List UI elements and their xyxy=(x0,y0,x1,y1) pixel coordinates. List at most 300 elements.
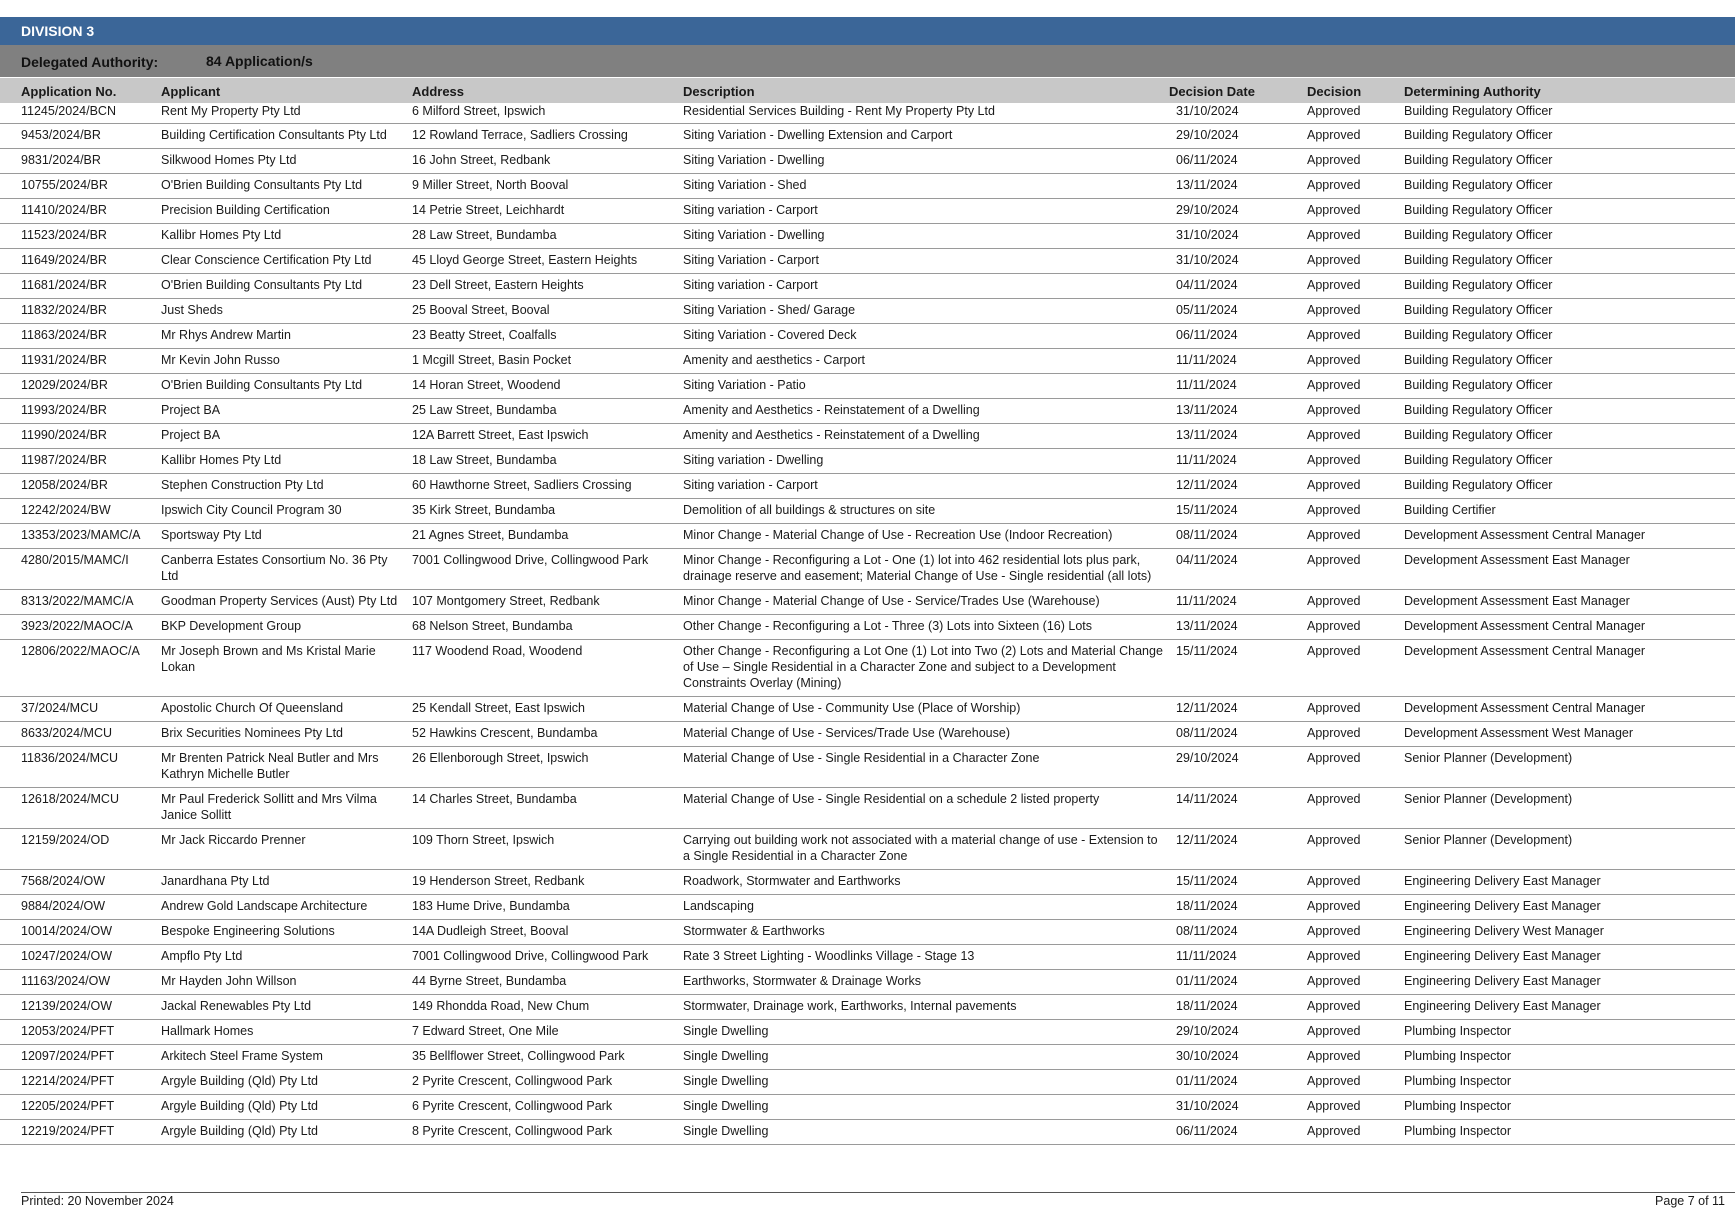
cell-determining-authority: Development Assessment Central Manager xyxy=(1404,697,1735,722)
cell-applicant: O'Brien Building Consultants Pty Ltd xyxy=(161,374,412,399)
cell-decision: Approved xyxy=(1307,1120,1404,1145)
authority-bar xyxy=(0,45,1735,77)
cell-decision-date: 31/10/2024 xyxy=(1169,1095,1307,1120)
cell-decision-date: 15/11/2024 xyxy=(1169,640,1307,697)
cell-determining-authority: Engineering Delivery East Manager xyxy=(1404,995,1735,1020)
cell-determining-authority: Building Regulatory Officer xyxy=(1404,324,1735,349)
cell-determining-authority: Building Regulatory Officer xyxy=(1404,274,1735,299)
cell-address: 14 Charles Street, Bundamba xyxy=(412,788,683,829)
cell-determining-authority: Development Assessment East Manager xyxy=(1404,590,1735,615)
cell-application-no: 12097/2024/PFT xyxy=(0,1045,161,1070)
cell-applicant: Brix Securities Nominees Pty Ltd xyxy=(161,722,412,747)
table-row xyxy=(0,474,1735,499)
cell-description: Amenity and aesthetics - Carport xyxy=(683,349,1169,374)
table-row xyxy=(0,349,1735,374)
table-row xyxy=(0,995,1735,1020)
col-application-no: Application No. xyxy=(0,78,161,103)
cell-application-no: 12219/2024/PFT xyxy=(0,1120,161,1145)
cell-decision: Approved xyxy=(1307,590,1404,615)
cell-application-no: 11523/2024/BR xyxy=(0,224,161,249)
cell-decision: Approved xyxy=(1307,788,1404,829)
cell-address: 2 Pyrite Crescent, Collingwood Park xyxy=(412,1070,683,1095)
cell-address: 25 Booval Street, Booval xyxy=(412,299,683,324)
cell-applicant: Just Sheds xyxy=(161,299,412,324)
cell-decision: Approved xyxy=(1307,424,1404,449)
cell-decision: Approved xyxy=(1307,697,1404,722)
cell-decision: Approved xyxy=(1307,224,1404,249)
cell-determining-authority: Plumbing Inspector xyxy=(1404,1070,1735,1095)
cell-application-no: 12159/2024/OD xyxy=(0,829,161,870)
col-address: Address xyxy=(412,78,683,103)
table-row xyxy=(0,324,1735,349)
cell-applicant: Rent My Property Pty Ltd xyxy=(161,103,412,124)
cell-description: Other Change - Reconfiguring a Lot One (1) Lot into Two (2) Lots and Material Change of Use – Single Residential in a Character Zone and subject to a Development Constraints Overlay (Mining) xyxy=(683,640,1169,697)
table-row xyxy=(0,1070,1735,1095)
cell-description: Stormwater, Drainage work, Earthworks, Internal pavements xyxy=(683,995,1169,1020)
cell-decision-date: 31/10/2024 xyxy=(1169,249,1307,274)
cell-determining-authority: Building Regulatory Officer xyxy=(1404,174,1735,199)
cell-application-no: 7568/2024/OW xyxy=(0,870,161,895)
cell-applicant: Sportsway Pty Ltd xyxy=(161,524,412,549)
cell-decision: Approved xyxy=(1307,615,1404,640)
cell-decision: Approved xyxy=(1307,995,1404,1020)
cell-application-no: 12618/2024/MCU xyxy=(0,788,161,829)
cell-address: 18 Law Street, Bundamba xyxy=(412,449,683,474)
cell-description: Single Dwelling xyxy=(683,1045,1169,1070)
cell-decision-date: 18/11/2024 xyxy=(1169,895,1307,920)
cell-decision-date: 11/11/2024 xyxy=(1169,374,1307,399)
cell-description: Material Change of Use - Services/Trade Use (Warehouse) xyxy=(683,722,1169,747)
cell-decision: Approved xyxy=(1307,640,1404,697)
cell-decision: Approved xyxy=(1307,274,1404,299)
cell-decision-date: 29/10/2024 xyxy=(1169,199,1307,224)
table-row xyxy=(0,274,1735,299)
cell-application-no: 8633/2024/MCU xyxy=(0,722,161,747)
cell-description: Stormwater & Earthworks xyxy=(683,920,1169,945)
cell-address: 7 Edward Street, One Mile xyxy=(412,1020,683,1045)
cell-address: 44 Byrne Street, Bundamba xyxy=(412,970,683,995)
col-decision: Decision xyxy=(1307,78,1404,103)
col-description: Description xyxy=(683,78,1169,103)
cell-decision-date: 15/11/2024 xyxy=(1169,870,1307,895)
cell-decision: Approved xyxy=(1307,399,1404,424)
cell-description: Material Change of Use - Single Residential on a schedule 2 listed property xyxy=(683,788,1169,829)
cell-address: 9 Miller Street, North Booval xyxy=(412,174,683,199)
cell-application-no: 12806/2022/MAOC/A xyxy=(0,640,161,697)
cell-applicant: Ampflo Pty Ltd xyxy=(161,945,412,970)
cell-decision: Approved xyxy=(1307,374,1404,399)
cell-address: 35 Kirk Street, Bundamba xyxy=(412,499,683,524)
page-number: Page 7 of 11 xyxy=(1655,1194,1725,1208)
cell-determining-authority: Building Regulatory Officer xyxy=(1404,374,1735,399)
cell-determining-authority: Building Regulatory Officer xyxy=(1404,424,1735,449)
cell-application-no: 11931/2024/BR xyxy=(0,349,161,374)
cell-applicant: Bespoke Engineering Solutions xyxy=(161,920,412,945)
cell-applicant: Kallibr Homes Pty Ltd xyxy=(161,224,412,249)
table-row xyxy=(0,249,1735,274)
cell-determining-authority: Development Assessment West Manager xyxy=(1404,722,1735,747)
cell-address: 14 Petrie Street, Leichhardt xyxy=(412,199,683,224)
cell-application-no: 3923/2022/MAOC/A xyxy=(0,615,161,640)
cell-application-no: 12205/2024/PFT xyxy=(0,1095,161,1120)
cell-description: Siting variation - Dwelling xyxy=(683,449,1169,474)
cell-application-no: 11681/2024/BR xyxy=(0,274,161,299)
cell-application-no: 10014/2024/OW xyxy=(0,920,161,945)
cell-application-no: 10755/2024/BR xyxy=(0,174,161,199)
cell-application-no: 11863/2024/BR xyxy=(0,324,161,349)
cell-application-no: 11836/2024/MCU xyxy=(0,747,161,788)
cell-description: Roadwork, Stormwater and Earthworks xyxy=(683,870,1169,895)
cell-applicant: Mr Brenten Patrick Neal Butler and Mrs Kathryn Michelle Butler xyxy=(161,747,412,788)
table-row xyxy=(0,424,1735,449)
cell-applicant: Argyle Building (Qld) Pty Ltd xyxy=(161,1095,412,1120)
cell-determining-authority: Senior Planner (Development) xyxy=(1404,788,1735,829)
cell-decision: Approved xyxy=(1307,1045,1404,1070)
cell-decision-date: 11/11/2024 xyxy=(1169,349,1307,374)
cell-decision-date: 13/11/2024 xyxy=(1169,399,1307,424)
cell-application-no: 11410/2024/BR xyxy=(0,199,161,224)
cell-decision: Approved xyxy=(1307,474,1404,499)
cell-applicant: Project BA xyxy=(161,399,412,424)
cell-application-no: 11245/2024/BCN xyxy=(0,103,161,124)
cell-address: 107 Montgomery Street, Redbank xyxy=(412,590,683,615)
cell-determining-authority: Development Assessment Central Manager xyxy=(1404,524,1735,549)
cell-applicant: Project BA xyxy=(161,424,412,449)
cell-decision-date: 11/11/2024 xyxy=(1169,945,1307,970)
cell-decision: Approved xyxy=(1307,299,1404,324)
table-row xyxy=(0,449,1735,474)
cell-application-no: 9453/2024/BR xyxy=(0,124,161,149)
table-row xyxy=(0,945,1735,970)
cell-application-no: 12214/2024/PFT xyxy=(0,1070,161,1095)
cell-address: 16 John Street, Redbank xyxy=(412,149,683,174)
cell-description: Amenity and Aesthetics - Reinstatement of a Dwelling xyxy=(683,424,1169,449)
cell-applicant: Ipswich City Council Program 30 xyxy=(161,499,412,524)
cell-determining-authority: Building Regulatory Officer xyxy=(1404,299,1735,324)
cell-decision: Approved xyxy=(1307,499,1404,524)
cell-decision-date: 04/11/2024 xyxy=(1169,549,1307,590)
cell-decision-date: 29/10/2024 xyxy=(1169,1020,1307,1045)
cell-description: Landscaping xyxy=(683,895,1169,920)
cell-determining-authority: Plumbing Inspector xyxy=(1404,1020,1735,1045)
cell-address: 12A Barrett Street, East Ipswich xyxy=(412,424,683,449)
table-row xyxy=(0,1120,1735,1145)
cell-address: 8 Pyrite Crescent, Collingwood Park xyxy=(412,1120,683,1145)
cell-address: 14 Horan Street, Woodend xyxy=(412,374,683,399)
cell-address: 23 Dell Street, Eastern Heights xyxy=(412,274,683,299)
table-row xyxy=(0,640,1735,697)
cell-applicant: Precision Building Certification xyxy=(161,199,412,224)
table-row xyxy=(0,895,1735,920)
cell-description: Siting Variation - Covered Deck xyxy=(683,324,1169,349)
table-row xyxy=(0,697,1735,722)
cell-determining-authority: Building Regulatory Officer xyxy=(1404,103,1735,124)
cell-description: Siting Variation - Patio xyxy=(683,374,1169,399)
cell-decision-date: 04/11/2024 xyxy=(1169,274,1307,299)
cell-application-no: 9884/2024/OW xyxy=(0,895,161,920)
cell-address: 25 Kendall Street, East Ipswich xyxy=(412,697,683,722)
cell-applicant: Stephen Construction Pty Ltd xyxy=(161,474,412,499)
cell-description: Siting variation - Carport xyxy=(683,274,1169,299)
cell-decision: Approved xyxy=(1307,1095,1404,1120)
table-row xyxy=(0,1045,1735,1070)
cell-description: Single Dwelling xyxy=(683,1120,1169,1145)
cell-description: Siting variation - Carport xyxy=(683,199,1169,224)
cell-applicant: O'Brien Building Consultants Pty Ltd xyxy=(161,174,412,199)
cell-decision-date: 31/10/2024 xyxy=(1169,103,1307,124)
table-row xyxy=(0,174,1735,199)
cell-determining-authority: Building Regulatory Officer xyxy=(1404,249,1735,274)
cell-determining-authority: Engineering Delivery East Manager xyxy=(1404,970,1735,995)
cell-decision: Approved xyxy=(1307,920,1404,945)
cell-application-no: 12053/2024/PFT xyxy=(0,1020,161,1045)
cell-address: 7001 Collingwood Drive, Collingwood Park xyxy=(412,945,683,970)
cell-applicant: Kallibr Homes Pty Ltd xyxy=(161,449,412,474)
cell-decision-date: 18/11/2024 xyxy=(1169,995,1307,1020)
cell-determining-authority: Plumbing Inspector xyxy=(1404,1120,1735,1145)
cell-address: 14A Dudleigh Street, Booval xyxy=(412,920,683,945)
cell-applicant: Mr Hayden John Willson xyxy=(161,970,412,995)
cell-application-no: 11649/2024/BR xyxy=(0,249,161,274)
cell-decision: Approved xyxy=(1307,174,1404,199)
cell-decision-date: 14/11/2024 xyxy=(1169,788,1307,829)
table-row xyxy=(0,829,1735,870)
cell-applicant: Mr Paul Frederick Sollitt and Mrs Vilma Janice Sollitt xyxy=(161,788,412,829)
cell-applicant: Janardhana Pty Ltd xyxy=(161,870,412,895)
cell-description: Single Dwelling xyxy=(683,1070,1169,1095)
cell-decision: Approved xyxy=(1307,249,1404,274)
cell-determining-authority: Plumbing Inspector xyxy=(1404,1045,1735,1070)
table-row xyxy=(0,524,1735,549)
cell-decision-date: 01/11/2024 xyxy=(1169,1070,1307,1095)
cell-address: 45 Lloyd George Street, Eastern Heights xyxy=(412,249,683,274)
cell-application-no: 8313/2022/MAMC/A xyxy=(0,590,161,615)
cell-applicant: Mr Rhys Andrew Martin xyxy=(161,324,412,349)
cell-decision: Approved xyxy=(1307,149,1404,174)
table-header-row xyxy=(0,78,1735,103)
cell-applicant: Arkitech Steel Frame System xyxy=(161,1045,412,1070)
cell-application-no: 12139/2024/OW xyxy=(0,995,161,1020)
cell-decision-date: 12/11/2024 xyxy=(1169,474,1307,499)
cell-decision-date: 30/10/2024 xyxy=(1169,1045,1307,1070)
cell-address: 28 Law Street, Bundamba xyxy=(412,224,683,249)
cell-decision-date: 11/11/2024 xyxy=(1169,449,1307,474)
cell-address: 12 Rowland Terrace, Sadliers Crossing xyxy=(412,124,683,149)
cell-decision-date: 13/11/2024 xyxy=(1169,424,1307,449)
cell-address: 149 Rhondda Road, New Chum xyxy=(412,995,683,1020)
cell-applicant: Goodman Property Services (Aust) Pty Ltd xyxy=(161,590,412,615)
cell-address: 19 Henderson Street, Redbank xyxy=(412,870,683,895)
cell-description: Siting Variation - Dwelling xyxy=(683,149,1169,174)
cell-application-no: 11163/2024/OW xyxy=(0,970,161,995)
cell-decision-date: 13/11/2024 xyxy=(1169,174,1307,199)
applications-table xyxy=(0,78,1735,1145)
cell-decision-date: 11/11/2024 xyxy=(1169,590,1307,615)
authority-label: Delegated Authority: xyxy=(21,54,159,70)
cell-description: Single Dwelling xyxy=(683,1095,1169,1120)
cell-address: 35 Bellflower Street, Collingwood Park xyxy=(412,1045,683,1070)
table-row xyxy=(0,399,1735,424)
cell-application-no: 12029/2024/BR xyxy=(0,374,161,399)
table-row xyxy=(0,1020,1735,1045)
cell-applicant: Canberra Estates Consortium No. 36 Pty Ltd xyxy=(161,549,412,590)
cell-decision: Approved xyxy=(1307,199,1404,224)
cell-applicant: Mr Jack Riccardo Prenner xyxy=(161,829,412,870)
cell-decision-date: 06/11/2024 xyxy=(1169,149,1307,174)
cell-decision-date: 08/11/2024 xyxy=(1169,920,1307,945)
cell-decision-date: 06/11/2024 xyxy=(1169,1120,1307,1145)
col-applicant: Applicant xyxy=(161,78,412,103)
cell-determining-authority: Engineering Delivery East Manager xyxy=(1404,870,1735,895)
cell-address: 183 Hume Drive, Bundamba xyxy=(412,895,683,920)
cell-determining-authority: Building Regulatory Officer xyxy=(1404,149,1735,174)
cell-address: 1 Mcgill Street, Basin Pocket xyxy=(412,349,683,374)
table-row xyxy=(0,549,1735,590)
cell-description: Minor Change - Material Change of Use - Recreation Use (Indoor Recreation) xyxy=(683,524,1169,549)
cell-address: 6 Milford Street, Ipswich xyxy=(412,103,683,124)
cell-address: 25 Law Street, Bundamba xyxy=(412,399,683,424)
cell-address: 7001 Collingwood Drive, Collingwood Park xyxy=(412,549,683,590)
table-row xyxy=(0,590,1735,615)
cell-description: Earthworks, Stormwater & Drainage Works xyxy=(683,970,1169,995)
col-decision-date: Decision Date xyxy=(1169,78,1307,103)
cell-decision-date: 29/10/2024 xyxy=(1169,747,1307,788)
table-row xyxy=(0,788,1735,829)
table-row xyxy=(0,747,1735,788)
table-row xyxy=(0,374,1735,399)
cell-determining-authority: Development Assessment Central Manager xyxy=(1404,640,1735,697)
cell-decision-date: 01/11/2024 xyxy=(1169,970,1307,995)
cell-decision-date: 08/11/2024 xyxy=(1169,524,1307,549)
cell-determining-authority: Engineering Delivery West Manager xyxy=(1404,920,1735,945)
application-count: 84 Application/s xyxy=(206,53,313,69)
cell-applicant: Clear Conscience Certification Pty Ltd xyxy=(161,249,412,274)
cell-description: Demolition of all buildings & structures on site xyxy=(683,499,1169,524)
cell-description: Siting Variation - Shed/ Garage xyxy=(683,299,1169,324)
cell-decision: Approved xyxy=(1307,895,1404,920)
cell-decision-date: 31/10/2024 xyxy=(1169,224,1307,249)
cell-application-no: 11832/2024/BR xyxy=(0,299,161,324)
cell-decision-date: 08/11/2024 xyxy=(1169,722,1307,747)
table-row xyxy=(0,615,1735,640)
cell-description: Residential Services Building - Rent My Property Pty Ltd xyxy=(683,103,1169,124)
cell-applicant: O'Brien Building Consultants Pty Ltd xyxy=(161,274,412,299)
cell-address: 21 Agnes Street, Bundamba xyxy=(412,524,683,549)
cell-decision-date: 13/11/2024 xyxy=(1169,615,1307,640)
cell-decision-date: 12/11/2024 xyxy=(1169,829,1307,870)
division-header: DIVISION 3 xyxy=(0,17,1735,45)
cell-determining-authority: Building Regulatory Officer xyxy=(1404,224,1735,249)
cell-applicant: Jackal Renewables Pty Ltd xyxy=(161,995,412,1020)
cell-address: 52 Hawkins Crescent, Bundamba xyxy=(412,722,683,747)
cell-decision: Approved xyxy=(1307,324,1404,349)
cell-description: Minor Change - Reconfiguring a Lot - One (1) lot into 462 residential lots plus park, drainage reserve and easement; Material Change of Use - Single residential (all lots) xyxy=(683,549,1169,590)
cell-description: Rate 3 Street Lighting - Woodlinks Village - Stage 13 xyxy=(683,945,1169,970)
cell-description: Material Change of Use - Single Residential in a Character Zone xyxy=(683,747,1169,788)
table-row xyxy=(0,299,1735,324)
cell-application-no: 37/2024/MCU xyxy=(0,697,161,722)
cell-address: 26 Ellenborough Street, Ipswich xyxy=(412,747,683,788)
cell-application-no: 12242/2024/BW xyxy=(0,499,161,524)
cell-applicant: Mr Joseph Brown and Ms Kristal Marie Lokan xyxy=(161,640,412,697)
cell-description: Amenity and Aesthetics - Reinstatement of a Dwelling xyxy=(683,399,1169,424)
table-row xyxy=(0,103,1735,124)
cell-description: Siting Variation - Dwelling xyxy=(683,224,1169,249)
cell-description: Other Change - Reconfiguring a Lot - Three (3) Lots into Sixteen (16) Lots xyxy=(683,615,1169,640)
cell-determining-authority: Building Certifier xyxy=(1404,499,1735,524)
cell-description: Siting Variation - Shed xyxy=(683,174,1169,199)
cell-decision: Approved xyxy=(1307,1020,1404,1045)
cell-determining-authority: Engineering Delivery East Manager xyxy=(1404,895,1735,920)
cell-decision: Approved xyxy=(1307,549,1404,590)
cell-decision-date: 12/11/2024 xyxy=(1169,697,1307,722)
cell-determining-authority: Building Regulatory Officer xyxy=(1404,474,1735,499)
table-row xyxy=(0,920,1735,945)
cell-application-no: 11990/2024/BR xyxy=(0,424,161,449)
cell-application-no: 11987/2024/BR xyxy=(0,449,161,474)
cell-determining-authority: Plumbing Inspector xyxy=(1404,1095,1735,1120)
table-row xyxy=(0,870,1735,895)
cell-decision: Approved xyxy=(1307,524,1404,549)
cell-decision: Approved xyxy=(1307,970,1404,995)
cell-description: Siting Variation - Carport xyxy=(683,249,1169,274)
cell-determining-authority: Development Assessment Central Manager xyxy=(1404,615,1735,640)
printed-date: Printed: 20 November 2024 xyxy=(21,1194,174,1208)
cell-address: 68 Nelson Street, Bundamba xyxy=(412,615,683,640)
cell-application-no: 4280/2015/MAMC/I xyxy=(0,549,161,590)
table-row xyxy=(0,224,1735,249)
cell-decision: Approved xyxy=(1307,124,1404,149)
table-body xyxy=(0,103,1735,1145)
cell-applicant: Hallmark Homes xyxy=(161,1020,412,1045)
cell-decision-date: 05/11/2024 xyxy=(1169,299,1307,324)
cell-determining-authority: Senior Planner (Development) xyxy=(1404,829,1735,870)
cell-applicant: Silkwood Homes Pty Ltd xyxy=(161,149,412,174)
table-row xyxy=(0,970,1735,995)
cell-application-no: 12058/2024/BR xyxy=(0,474,161,499)
table-row xyxy=(0,149,1735,174)
col-determining-authority: Determining Authority xyxy=(1404,78,1735,103)
cell-determining-authority: Building Regulatory Officer xyxy=(1404,199,1735,224)
cell-determining-authority: Building Regulatory Officer xyxy=(1404,399,1735,424)
cell-application-no: 13353/2023/MAMC/A xyxy=(0,524,161,549)
cell-address: 60 Hawthorne Street, Sadliers Crossing xyxy=(412,474,683,499)
cell-description: Siting Variation - Dwelling Extension and Carport xyxy=(683,124,1169,149)
cell-decision: Approved xyxy=(1307,829,1404,870)
table-row xyxy=(0,1095,1735,1120)
cell-applicant: Argyle Building (Qld) Pty Ltd xyxy=(161,1120,412,1145)
cell-decision-date: 29/10/2024 xyxy=(1169,124,1307,149)
table-row xyxy=(0,199,1735,224)
cell-application-no: 11993/2024/BR xyxy=(0,399,161,424)
cell-address: 6 Pyrite Crescent, Collingwood Park xyxy=(412,1095,683,1120)
cell-applicant: BKP Development Group xyxy=(161,615,412,640)
cell-description: Single Dwelling xyxy=(683,1020,1169,1045)
cell-determining-authority: Building Regulatory Officer xyxy=(1404,449,1735,474)
cell-determining-authority: Building Regulatory Officer xyxy=(1404,349,1735,374)
cell-decision: Approved xyxy=(1307,1070,1404,1095)
cell-description: Minor Change - Material Change of Use - Service/Trades Use (Warehouse) xyxy=(683,590,1169,615)
table-row xyxy=(0,499,1735,524)
cell-decision: Approved xyxy=(1307,449,1404,474)
cell-decision: Approved xyxy=(1307,103,1404,124)
cell-determining-authority: Senior Planner (Development) xyxy=(1404,747,1735,788)
cell-application-no: 10247/2024/OW xyxy=(0,945,161,970)
table-row xyxy=(0,722,1735,747)
cell-description: Siting variation - Carport xyxy=(683,474,1169,499)
cell-address: 117 Woodend Road, Woodend xyxy=(412,640,683,697)
cell-determining-authority: Development Assessment East Manager xyxy=(1404,549,1735,590)
